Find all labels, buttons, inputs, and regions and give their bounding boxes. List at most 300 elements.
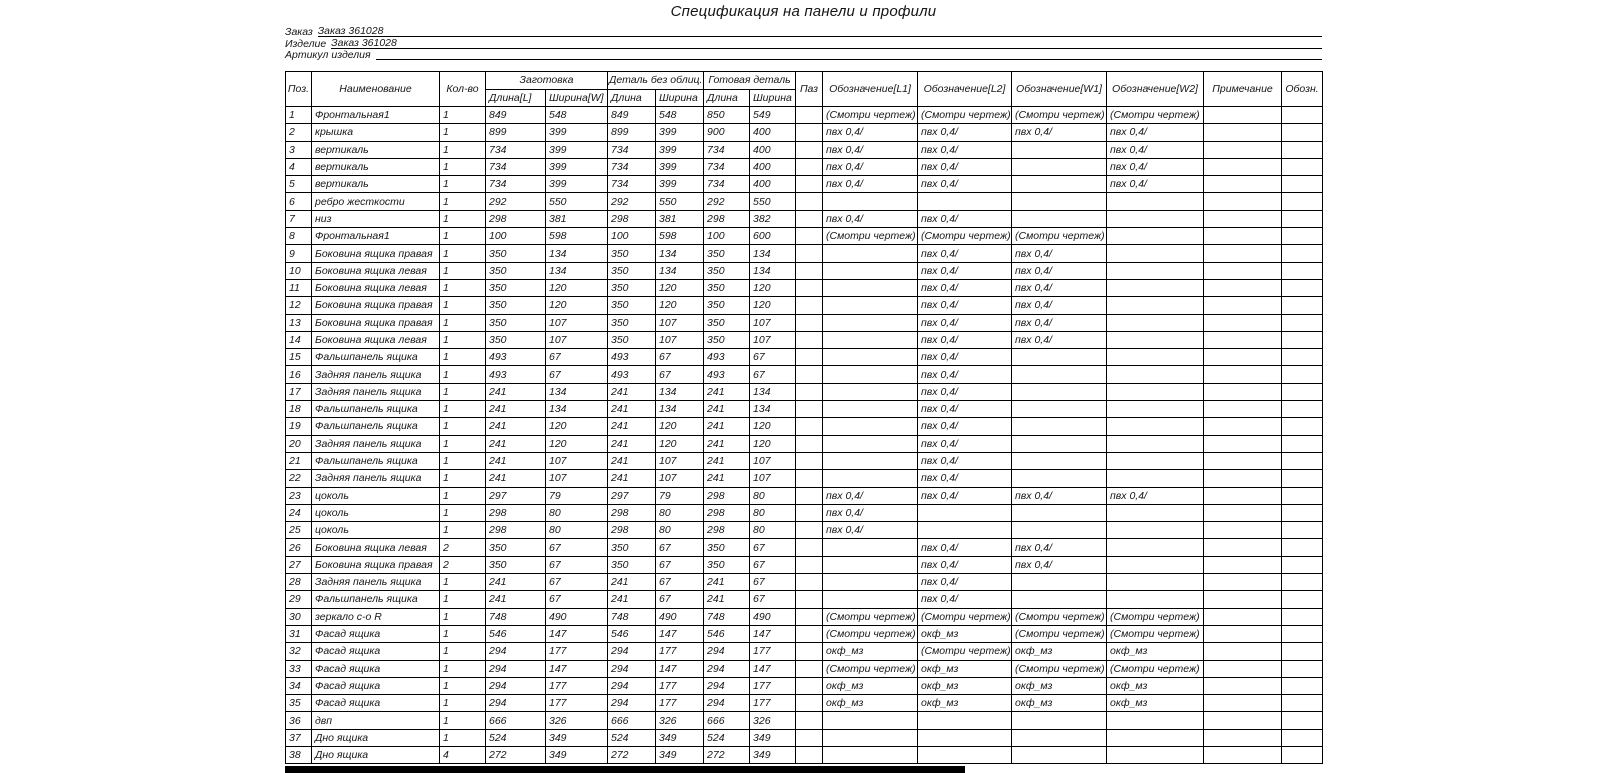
table-cell: 399: [656, 124, 704, 141]
table-cell: [1282, 401, 1323, 418]
table-cell: 80: [656, 504, 704, 521]
table-cell: 20: [286, 435, 312, 452]
table-cell: двп: [312, 712, 440, 729]
table-cell: [1282, 107, 1323, 124]
table-cell: пвх 0,4/: [918, 245, 1012, 262]
table-cell: [1204, 487, 1282, 504]
table-cell: 1: [440, 193, 486, 210]
table-cell: 28: [286, 574, 312, 591]
table-cell: 241: [704, 401, 750, 418]
table-cell: 350: [608, 556, 656, 573]
table-cell: 350: [704, 297, 750, 314]
table-cell: [796, 107, 823, 124]
table-cell: 294: [486, 660, 546, 677]
table-cell: 1: [440, 279, 486, 296]
table-cell: 107: [656, 470, 704, 487]
table-cell: 12: [286, 297, 312, 314]
table-cell: пвх 0,4/: [823, 522, 918, 539]
table-cell: пвх 0,4/: [918, 124, 1012, 141]
table-cell: пвх 0,4/: [1012, 245, 1107, 262]
table-cell: [1107, 349, 1204, 366]
table-cell: [823, 314, 918, 331]
table-cell: 241: [486, 470, 546, 487]
table-cell: [1012, 746, 1107, 763]
table-cell: пвх 0,4/: [918, 349, 1012, 366]
table-cell: [1107, 331, 1204, 348]
order-value: Заказ 361028: [318, 26, 1322, 37]
table-cell: 350: [608, 262, 656, 279]
table-cell: [823, 746, 918, 763]
table-row: [286, 643, 1323, 660]
table-cell: Задняя панель ящика: [312, 470, 440, 487]
table-cell: 734: [608, 158, 656, 175]
table-cell: [1204, 210, 1282, 227]
table-cell: 241: [486, 574, 546, 591]
table-cell: [1204, 591, 1282, 608]
meta-order: [285, 26, 1322, 37]
table-cell: 666: [704, 712, 750, 729]
table-cell: [796, 591, 823, 608]
table-cell: 748: [704, 608, 750, 625]
table-cell: пвх 0,4/: [918, 452, 1012, 469]
table-cell: [1204, 625, 1282, 642]
table-cell: 399: [546, 176, 608, 193]
table-cell: [1107, 522, 1204, 539]
table-cell: 241: [486, 452, 546, 469]
table-cell: пвх 0,4/: [918, 158, 1012, 175]
table-cell: [1204, 262, 1282, 279]
table-cell: [796, 245, 823, 262]
table-cell: [796, 504, 823, 521]
table-cell: окф_мз: [1107, 695, 1204, 712]
table-cell: 400: [750, 158, 796, 175]
table-row: [286, 729, 1323, 746]
table-cell: 34: [286, 677, 312, 694]
table-cell: 326: [656, 712, 704, 729]
table-cell: (Смотри чертеж): [1107, 608, 1204, 625]
table-cell: [823, 401, 918, 418]
table-cell: пвх 0,4/: [1012, 124, 1107, 141]
table-cell: 734: [704, 158, 750, 175]
table-cell: крышка: [312, 124, 440, 141]
table-cell: 9: [286, 245, 312, 262]
table-cell: 67: [546, 556, 608, 573]
table-cell: 177: [750, 695, 796, 712]
table-cell: [1204, 504, 1282, 521]
table-cell: 14: [286, 331, 312, 348]
table-cell: пвх 0,4/: [918, 487, 1012, 504]
table-cell: [1107, 712, 1204, 729]
table-cell: 67: [750, 349, 796, 366]
table-cell: 1: [440, 608, 486, 625]
table-cell: пвх 0,4/: [1012, 539, 1107, 556]
table-row: [286, 625, 1323, 642]
table-cell: [1204, 193, 1282, 210]
table-cell: окф_мз: [918, 695, 1012, 712]
table-cell: 294: [486, 695, 546, 712]
table-cell: [1282, 660, 1323, 677]
table-cell: окф_мз: [823, 643, 918, 660]
table-cell: [796, 349, 823, 366]
table-cell: 4: [440, 746, 486, 763]
table-cell: 120: [656, 279, 704, 296]
table-cell: 294: [486, 677, 546, 694]
table-cell: 350: [704, 314, 750, 331]
table-cell: 350: [704, 556, 750, 573]
table-cell: 13: [286, 314, 312, 331]
table-cell: 80: [750, 487, 796, 504]
table-cell: 8: [286, 228, 312, 245]
table-cell: 1: [440, 331, 486, 348]
table-cell: [1204, 643, 1282, 660]
table-cell: 177: [546, 677, 608, 694]
table-cell: 399: [546, 141, 608, 158]
table-cell: 899: [608, 124, 656, 141]
table-cell: 349: [546, 729, 608, 746]
table-cell: 298: [608, 504, 656, 521]
table-cell: пвх 0,4/: [918, 262, 1012, 279]
table-cell: 120: [750, 279, 796, 296]
table-cell: 16: [286, 366, 312, 383]
table-cell: пвх 0,4/: [918, 591, 1012, 608]
table-cell: [1282, 712, 1323, 729]
table-cell: [1012, 176, 1107, 193]
table-cell: пвх 0,4/: [918, 176, 1012, 193]
table-cell: Дно ящика: [312, 729, 440, 746]
table-cell: 17: [286, 383, 312, 400]
table-cell: 2: [286, 124, 312, 141]
table-row: [286, 158, 1323, 175]
col-header-width-nofacing: Ширина: [656, 89, 704, 107]
table-cell: 349: [656, 729, 704, 746]
table-cell: 1: [440, 452, 486, 469]
table-cell: 550: [750, 193, 796, 210]
table-cell: 107: [656, 331, 704, 348]
table-cell: [1012, 366, 1107, 383]
table-cell: 177: [750, 643, 796, 660]
table-cell: [1012, 193, 1107, 210]
table-cell: 400: [750, 176, 796, 193]
table-cell: 1: [440, 349, 486, 366]
table-cell: [1204, 245, 1282, 262]
table-cell: [1204, 158, 1282, 175]
table-cell: 298: [704, 487, 750, 504]
table-cell: 107: [546, 314, 608, 331]
table-cell: 2: [440, 539, 486, 556]
table-cell: [1107, 746, 1204, 763]
table-cell: 1: [440, 245, 486, 262]
table-cell: [796, 279, 823, 296]
table-cell: 67: [546, 349, 608, 366]
table-cell: 748: [608, 608, 656, 625]
table-cell: 598: [546, 228, 608, 245]
table-cell: (Смотри чертеж): [823, 228, 918, 245]
table-cell: [1107, 401, 1204, 418]
table-cell: (Смотри чертеж): [1107, 660, 1204, 677]
table-cell: [823, 262, 918, 279]
table-cell: [796, 695, 823, 712]
table-cell: [1107, 297, 1204, 314]
table-cell: 1: [440, 729, 486, 746]
table-cell: 298: [486, 210, 546, 227]
table-cell: [1204, 297, 1282, 314]
table-cell: [1204, 556, 1282, 573]
table-cell: Фальшпанель ящика: [312, 401, 440, 418]
table-cell: 21: [286, 452, 312, 469]
table-cell: 493: [608, 366, 656, 383]
table-cell: [1107, 729, 1204, 746]
table-cell: 292: [486, 193, 546, 210]
table-cell: 134: [750, 383, 796, 400]
table-cell: Боковина ящика левая: [312, 279, 440, 296]
table-cell: окф_мз: [823, 695, 918, 712]
table-cell: Боковина ящика правая: [312, 556, 440, 573]
table-cell: 241: [608, 470, 656, 487]
table-cell: пвх 0,4/: [823, 124, 918, 141]
table-cell: 381: [656, 210, 704, 227]
table-row: [286, 591, 1323, 608]
product-label: Изделие: [285, 37, 327, 50]
table-cell: окф_мз: [918, 660, 1012, 677]
table-cell: [1282, 470, 1323, 487]
product-value: Заказ 361028: [331, 38, 1322, 49]
table-cell: [1204, 470, 1282, 487]
table-cell: [796, 539, 823, 556]
table-cell: 350: [608, 245, 656, 262]
table-cell: (Смотри чертеж): [1107, 625, 1204, 642]
table-cell: [796, 712, 823, 729]
table-cell: [1107, 504, 1204, 521]
table-cell: [1204, 279, 1282, 296]
table-cell: цоколь: [312, 487, 440, 504]
table-row: [286, 539, 1323, 556]
table-cell: 241: [608, 418, 656, 435]
table-row: [286, 245, 1323, 262]
table-cell: 399: [546, 124, 608, 141]
table-cell: 177: [546, 695, 608, 712]
table-cell: 350: [486, 245, 546, 262]
table-cell: Фасад ящика: [312, 660, 440, 677]
table-row: [286, 297, 1323, 314]
table-cell: 493: [608, 349, 656, 366]
table-cell: 10: [286, 262, 312, 279]
table-cell: (Смотри чертеж): [1012, 107, 1107, 124]
table-cell: [1204, 677, 1282, 694]
table-cell: Дно ящика: [312, 746, 440, 763]
table-cell: 350: [486, 556, 546, 573]
table-cell: 2: [440, 556, 486, 573]
table-cell: 120: [750, 418, 796, 435]
table-cell: 1: [440, 435, 486, 452]
table-cell: [1204, 401, 1282, 418]
table-cell: [1204, 660, 1282, 677]
table-cell: окф_мз: [1012, 677, 1107, 694]
table-cell: [1282, 279, 1323, 296]
table-cell: 67: [546, 574, 608, 591]
col-header-groove: Паз: [796, 72, 823, 107]
table-cell: [796, 366, 823, 383]
table-cell: 734: [486, 176, 546, 193]
table-cell: [1204, 349, 1282, 366]
table-cell: 298: [704, 522, 750, 539]
table-cell: [1204, 107, 1282, 124]
table-cell: 298: [608, 522, 656, 539]
table-cell: [1282, 487, 1323, 504]
table-row: [286, 574, 1323, 591]
table-cell: ребро жесткости: [312, 193, 440, 210]
table-cell: Фасад ящика: [312, 625, 440, 642]
table-cell: [1282, 141, 1323, 158]
table-cell: окф_мз: [1107, 677, 1204, 694]
table-cell: 134: [546, 383, 608, 400]
table-cell: [1282, 158, 1323, 175]
table-cell: 546: [486, 625, 546, 642]
table-cell: 1: [440, 401, 486, 418]
table-cell: 294: [608, 677, 656, 694]
table-cell: 147: [656, 625, 704, 642]
table-cell: (Смотри чертеж): [918, 228, 1012, 245]
table-cell: 490: [750, 608, 796, 625]
table-cell: 241: [704, 435, 750, 452]
table-cell: низ: [312, 210, 440, 227]
table-cell: 1: [440, 418, 486, 435]
table-cell: 29: [286, 591, 312, 608]
col-group-no-facing: Деталь без облиц.: [608, 72, 704, 90]
table-cell: 1: [440, 210, 486, 227]
table-cell: [1282, 245, 1323, 262]
table-cell: [1204, 228, 1282, 245]
table-cell: пвх 0,4/: [918, 401, 1012, 418]
table-cell: 350: [486, 279, 546, 296]
table-cell: [918, 193, 1012, 210]
table-cell: 1: [286, 107, 312, 124]
table-cell: 134: [656, 245, 704, 262]
table-cell: 490: [656, 608, 704, 625]
table-cell: 177: [546, 643, 608, 660]
table-cell: 349: [656, 746, 704, 763]
table-row: [286, 141, 1323, 158]
table-cell: [796, 435, 823, 452]
table-cell: 147: [656, 660, 704, 677]
table-cell: 1: [440, 574, 486, 591]
article-label: Артикул изделия: [285, 49, 371, 62]
table-cell: 79: [656, 487, 704, 504]
col-header-length-l: Длина[L]: [486, 89, 546, 107]
table-cell: цоколь: [312, 522, 440, 539]
table-cell: [1107, 193, 1204, 210]
table-cell: 107: [750, 314, 796, 331]
table-cell: 298: [486, 522, 546, 539]
table-cell: 120: [656, 297, 704, 314]
table-cell: [796, 643, 823, 660]
table-cell: 294: [704, 643, 750, 660]
table-cell: [1107, 556, 1204, 573]
table-cell: 350: [608, 314, 656, 331]
table-cell: Фронтальная1: [312, 107, 440, 124]
table-cell: 5: [286, 176, 312, 193]
table-cell: [823, 574, 918, 591]
table-cell: 177: [656, 643, 704, 660]
col-header-mark-w1: Обозначение[W1]: [1012, 72, 1107, 107]
table-cell: 147: [546, 660, 608, 677]
table-cell: [796, 487, 823, 504]
table-cell: 25: [286, 522, 312, 539]
table-cell: 177: [750, 677, 796, 694]
table-cell: 241: [608, 574, 656, 591]
table-cell: 294: [486, 643, 546, 660]
table-cell: 241: [486, 383, 546, 400]
table-cell: (Смотри чертеж): [823, 107, 918, 124]
table-cell: 38: [286, 746, 312, 763]
table-cell: Фасад ящика: [312, 677, 440, 694]
table-cell: 134: [546, 401, 608, 418]
table-cell: [796, 228, 823, 245]
table-cell: [1282, 176, 1323, 193]
table-cell: 548: [656, 107, 704, 124]
table-cell: 550: [546, 193, 608, 210]
table-cell: Боковина ящика левая: [312, 331, 440, 348]
table-cell: 326: [750, 712, 796, 729]
col-group-finished: Готовая деталь: [704, 72, 796, 90]
table-cell: [796, 297, 823, 314]
table-cell: Фальшпанель ящика: [312, 452, 440, 469]
table-cell: 134: [546, 262, 608, 279]
table-cell: 1: [440, 314, 486, 331]
table-cell: 27: [286, 556, 312, 573]
table-cell: [1012, 504, 1107, 521]
table-cell: пвх 0,4/: [918, 314, 1012, 331]
table-cell: [796, 401, 823, 418]
table-cell: 120: [750, 435, 796, 452]
table-cell: пвх 0,4/: [918, 366, 1012, 383]
table-cell: Задняя панель ящика: [312, 574, 440, 591]
table-cell: цоколь: [312, 504, 440, 521]
table-cell: [796, 746, 823, 763]
table-cell: (Смотри чертеж): [823, 625, 918, 642]
table-cell: 67: [546, 591, 608, 608]
table-cell: 67: [750, 574, 796, 591]
table-cell: пвх 0,4/: [1107, 176, 1204, 193]
table-cell: [1282, 625, 1323, 642]
table-cell: (Смотри чертеж): [1012, 660, 1107, 677]
table-row: [286, 210, 1323, 227]
table-cell: пвх 0,4/: [823, 176, 918, 193]
table-cell: 1: [440, 677, 486, 694]
table-cell: 666: [608, 712, 656, 729]
table-cell: [1012, 158, 1107, 175]
table-cell: 524: [608, 729, 656, 746]
table-cell: 748: [486, 608, 546, 625]
table-cell: 67: [750, 591, 796, 608]
table-row: [286, 124, 1323, 141]
table-cell: 272: [486, 746, 546, 763]
table-cell: Задняя панель ящика: [312, 435, 440, 452]
table-cell: [796, 193, 823, 210]
table-cell: окф_мз: [1012, 643, 1107, 660]
table-cell: [796, 556, 823, 573]
table-row: [286, 176, 1323, 193]
table-cell: [796, 608, 823, 625]
table-cell: [796, 210, 823, 227]
table-cell: 30: [286, 608, 312, 625]
table-cell: Задняя панель ящика: [312, 366, 440, 383]
table-cell: [1012, 418, 1107, 435]
table-cell: 350: [608, 539, 656, 556]
table-cell: 292: [608, 193, 656, 210]
table-cell: 23: [286, 487, 312, 504]
table-cell: 107: [656, 314, 704, 331]
meta-article: [285, 49, 1322, 60]
